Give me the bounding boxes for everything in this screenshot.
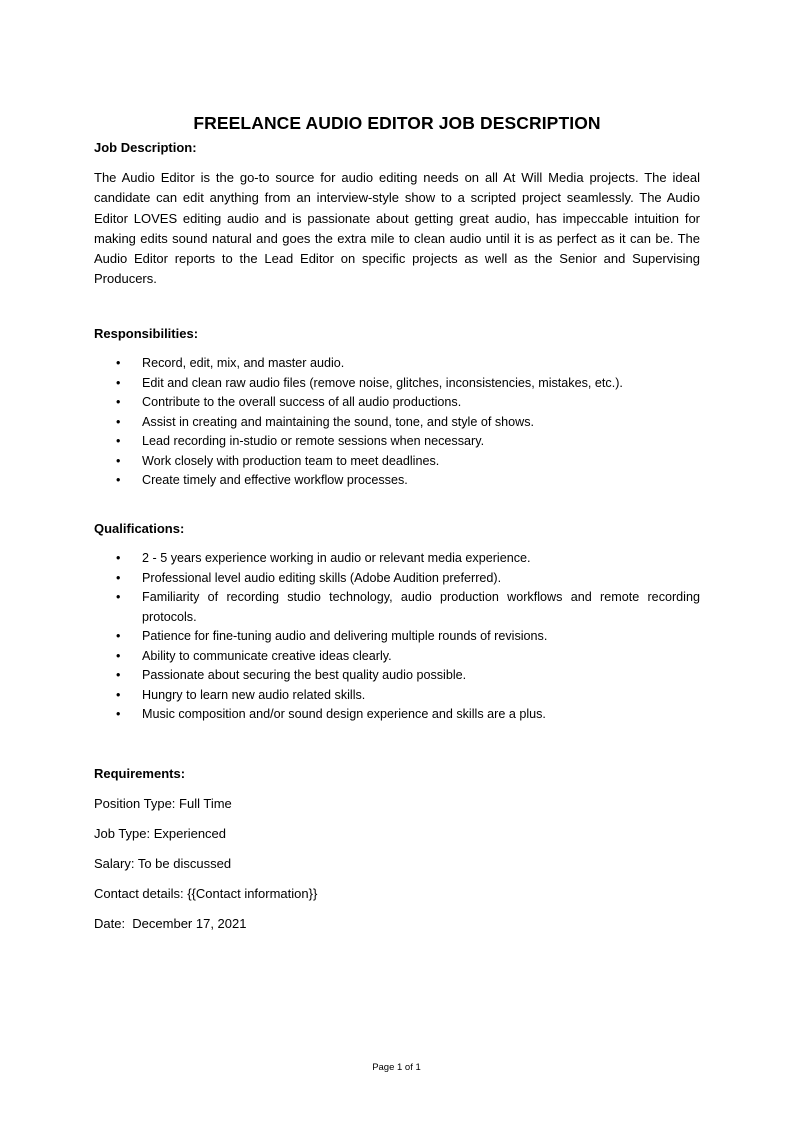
job-description-heading: Job Description: — [94, 140, 197, 155]
list-item: • Familiarity of recording studio technology, audio production workflows and remote recording protocols. — [116, 590, 700, 624]
position-type: Position Type: Full Time — [94, 796, 232, 811]
list-item: • Passionate about securing the best quality audio possible. — [94, 666, 700, 686]
list-item: • Work closely with production team to meet deadlines. — [94, 452, 700, 472]
bullet-icon: • — [116, 356, 121, 370]
document-title: FREELANCE AUDIO EDITOR JOB DESCRIPTION — [193, 113, 601, 133]
bullet-icon: • — [116, 629, 121, 643]
bullet-icon: • — [116, 648, 121, 663]
bullet-icon: • — [116, 570, 121, 585]
bullet-icon: • — [116, 473, 121, 487]
bullet-icon: • — [116, 375, 121, 390]
bullet-icon: • — [116, 551, 121, 565]
qualifications-heading: Qualifications: — [94, 521, 185, 536]
list-item: • Lead recording in-studio or remote sessions when necessary. — [94, 432, 700, 452]
salary: Salary: To be discussed — [94, 856, 232, 871]
list-item: • Assist in creating and maintaining the sound, tone, and style of shows. — [94, 413, 700, 433]
bullet-icon: • — [116, 414, 121, 429]
bullet-icon: • — [116, 395, 121, 409]
bullet-icon: • — [116, 687, 121, 702]
responsibilities-list — [94, 354, 700, 491]
requirements-heading: Requirements: — [94, 766, 186, 781]
list-item: • Contribute to the overall success of all audio productions. — [94, 393, 700, 413]
list-item: • Music composition and/or sound design experience and skills are a plus. — [94, 705, 700, 725]
job-type: Job Type: Experienced — [94, 826, 227, 841]
bullet-icon: • — [116, 590, 121, 604]
bullet-icon: • — [116, 707, 121, 721]
list-item: • Create timely and effective workflow processes. — [94, 471, 700, 491]
bullet-icon: • — [116, 453, 121, 468]
list-item: • Professional level audio editing skills (Adobe Audition preferred). — [94, 569, 700, 589]
list-item: • Record, edit, mix, and master audio. — [94, 354, 700, 374]
list-item: • 2 - 5 years experience working in audio or relevant media experience. — [94, 549, 700, 569]
contact-details: Contact details: {{Contact information}} — [94, 886, 318, 901]
responsibilities-heading: Responsibilities: — [94, 326, 199, 341]
list-item: • Ability to communicate creative ideas clearly. — [94, 647, 700, 667]
job-description-text: The Audio Editor is the go-to source for audio editing needs on all At Will Media projects. The ideal candidate can edit anything from an interview-style show to a scripted project seamlessly. The Audio Editor LOVES editing audio and is passionate about getting great audio, has impeccable intuition for making edits sound natural and goes the extra mile to clean audio until it is as perfect as it can be. The Audio Editor reports to the Lead Editor on specific projects as well as the Senior and Supervising Producers. — [94, 170, 700, 287]
qualifications-list — [94, 549, 700, 725]
list-item: • Edit and clean raw audio files (remove noise, glitches, inconsistencies, mistakes, etc.). — [94, 374, 700, 394]
list-item: • Patience for fine-tuning audio and delivering multiple rounds of revisions. — [94, 627, 700, 647]
page-number: Page 1 of 1 — [372, 1062, 421, 1073]
bullet-icon: • — [116, 668, 121, 682]
date: Date: December 17, 2021 — [94, 916, 247, 931]
list-item: • Hungry to learn new audio related skills. — [94, 686, 700, 706]
bullet-icon: • — [116, 434, 121, 448]
